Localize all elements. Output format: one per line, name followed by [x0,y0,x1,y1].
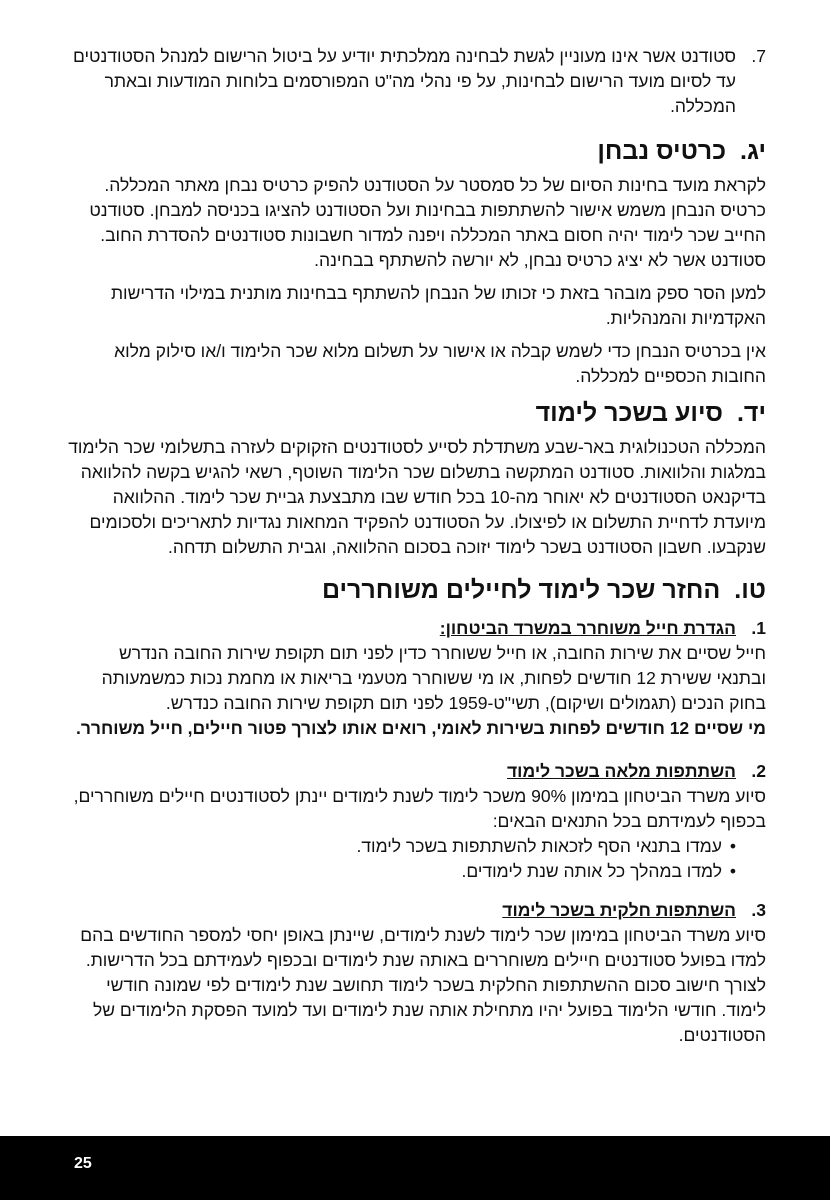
subsection-2-body [68,784,766,884]
subsection-3-body [68,923,766,1048]
subsection-3-heading [68,898,766,923]
subsection-1-bold-note: מי שסיים 12 חודשים לפחות בשירות לאומי, רואים אותו לצורך פטור חיילים, חייל משוחרר. [75,718,766,738]
subsection-3-title: השתתפות חלקית בשכר לימוד [502,900,736,920]
subsection-3 [68,898,766,1048]
subsection-1-title: הגדרת חייל משוחרר במשרד הביטחון: [439,618,736,638]
subsection-2-title: השתתפות מלאה בשכר לימוד [507,761,736,781]
subsection-2 [68,759,766,884]
item-7 [68,44,766,119]
bullet-item: • למדו במהלך כל אותה שנת לימודים. [68,859,736,884]
subsection-1-paragraph: חייל שסיים את שירות החובה, או חייל ששוחרר כדין לפני תום תקופת שירות החובה הנדרש ובתנאי ששירת 12 חודשים לפחות, או מי ששוחרר מטעמי בריאות או מחמת נכות כמשמעותה בחוק הנכים (תגמולים ושיקום), תשי"ט-1959 לפני תום תקופת שירות החובה כנדרש. [101,643,766,713]
page-number: 25 [74,1155,92,1172]
subsection-1-number: 1. [751,618,766,638]
subsection-1-heading [68,616,766,641]
footer-bar [0,1136,830,1200]
subsection-2-paragraph: סיוע משרד הביטחון במימון 90% משכר לימוד לשנת לימודים יינתן לסטודנטים חיילים משוחררים, בכפוף לעמידתם בכל התנאים הבאים: [73,786,766,831]
subsection-3-paragraph-1: סיוע משרד הביטחון במימון שכר לימוד לשנת לימודים, שיינתן באופן יחסי למספר החודשים בהם למדו בפועל סטודנטים חיילים משוחררים באותה שנת לימודים ובכפוף לעמידתם בכל הדרישות. [80,925,766,970]
section-tv-heading [68,574,766,606]
section-tv-number: טו. [734,576,766,604]
subsection-3-paragraph-2: לצורך חישוב סכום ההשתתפות החלקית בשכר לימוד תחושב שנת לימודים לפי שמונה חודשי לימוד. חודשי הלימוד בפועל יהיו מתחילת אותה שנת לימודים ועד למועד הפסקת הלימודים של הסטודנטים. [92,975,766,1045]
section-yg-paragraph-3: אין בכרטיס הנבחן כדי לשמש קבלה או אישור על תשלום מלוא שכר הלימוד ו/או סילוק מלוא החובות הכספיים למכללה. [114,341,766,386]
subsection-2-heading [68,759,766,784]
item-7-number: 7. [751,46,766,66]
section-yg-heading [68,135,766,167]
subsection-2-bullet-list [68,834,766,884]
subsection-3-number: 3. [751,900,766,920]
section-yd-number: יד. [736,399,766,427]
subsection-1-body [68,641,766,741]
bullet-item: • עמדו בתנאי הסף לזכאות להשתתפות בשכר לימוד. [68,834,736,859]
subsection-2-number: 2. [751,761,766,781]
item-7-text: סטודנט אשר אינו מעוניין לגשת לבחינה ממלכתית יודיע על ביטול הרישום למנהל הסטודנטים עד לסיום מועד הרישום לבחינות, על פי נהלי מה"ט המפורסמים בלוחות המודעות ובאתר המכללה. [72,46,736,116]
section-tv-title: החזר שכר לימוד לחיילים משוחררים [321,576,721,604]
section-yd-heading [68,397,766,429]
subsection-1 [68,616,766,741]
section-yg-paragraph-1: לקראת מועד בחינות הסיום של כל סמסטר על הסטודנט להפיק כרטיס נבחן מאתר המכללה. כרטיס הנבחן משמש אישור להשתתפות בבחינות ועל הסטודנט להציגו בכניסה למבחן. סטודנט החייב שכר לימוד יהיה חסום באתר המכללה ויפנה למדור חשבונות סטודנטים להסדרת החוב. סטודנט אשר לא יציג כרטיס נבחן, לא יורשה להשתתף בבחינה. [89,175,766,270]
section-yd-paragraph-1: המכללה הטכנולוגית באר-שבע משתדלת לסייע לסטודנטים הזקוקים לעזרה בתשלומי שכר הלימוד במלגות והלוואות. סטודנט המתקשה בתשלום שכר הלימוד השוטף, רשאי להגיש בקשה להלוואה בדיקנאט הסטודנטים לא יאוחר מה-10 בכל חודש שבו מתבצעת גביית שכר לימוד. ההלוואה מיועדת לדחיית התשלום או לפיצולו. על הסטודנט להפקיד המחאות נגדיות לתאריכים ולסכומים שנקבעו. חשבון הסטודנט בשכר לימוד יזוכה בסכום ההלוואה, וגבית התשלום תדחה. [68,437,766,557]
section-yg-paragraph-2: למען הסר ספק מובהר בזאת כי זכותו של הנבחן להשתתף בבחינות מותנית במילוי הדרישות האקדמיות והמנהליות. [110,283,766,328]
section-yd-title: סיוע בשכר לימוד [535,399,723,427]
section-yg-number: יג. [740,137,766,165]
section-yg-title: כרטיס נבחן [597,137,727,165]
